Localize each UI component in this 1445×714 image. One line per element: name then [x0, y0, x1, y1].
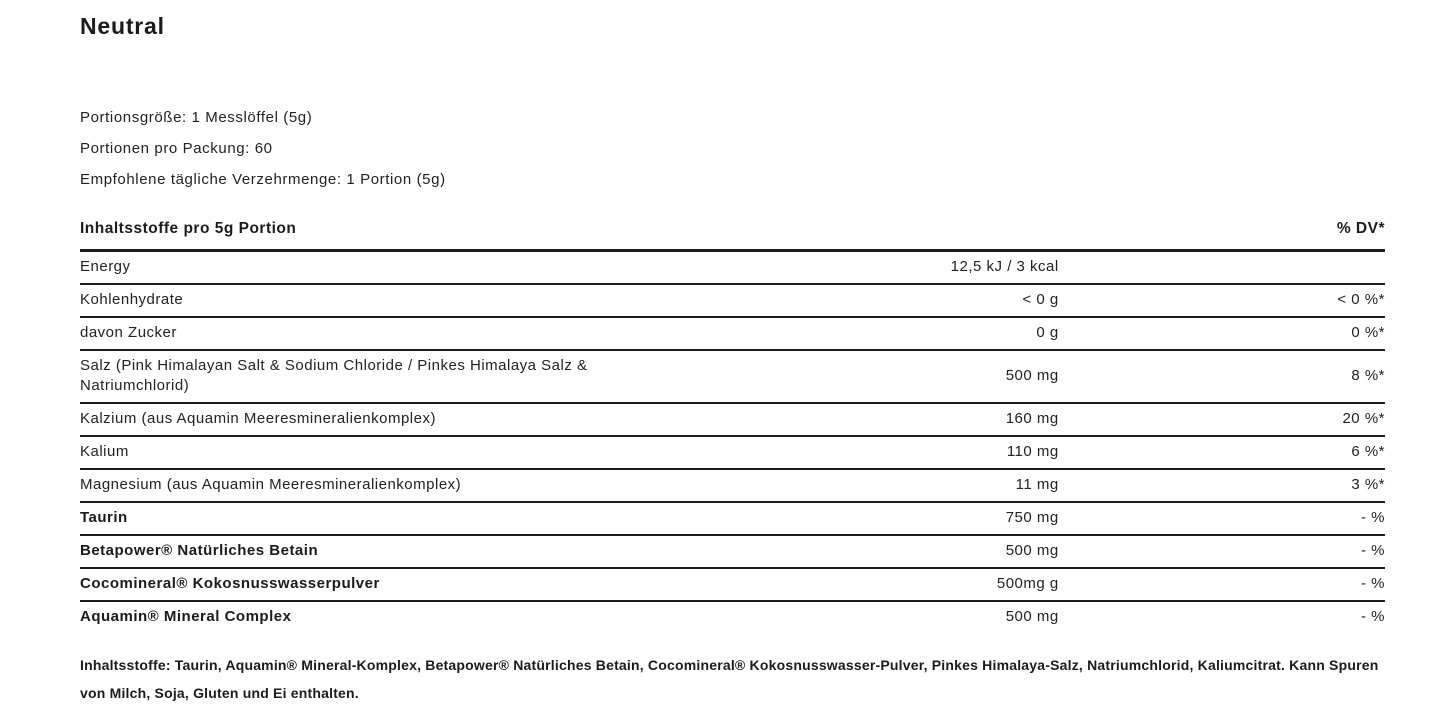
row-label: davon Zucker	[80, 324, 177, 341]
row-amount: 160 mg	[759, 403, 1059, 436]
table-header-ingredients: Inhaltsstoffe pro 5g Portion	[80, 219, 759, 251]
recommended-daily-line: Empfohlene tägliche Verzehrmenge: 1 Portion (5g)	[80, 171, 446, 188]
page-title: Neutral	[80, 13, 165, 39]
row-amount: < 0 g	[759, 284, 1059, 317]
servings-per-pack-line: Portionen pro Packung: 60	[80, 140, 273, 157]
table-header-row	[80, 219, 1385, 251]
row-label: Aquamin® Mineral Complex	[80, 608, 292, 625]
row-amount: 500 mg	[1005, 608, 1059, 625]
row-dv: 6 %*	[1059, 436, 1385, 469]
table-row	[80, 469, 1385, 502]
row-dv: - %	[1361, 608, 1385, 625]
row-amount: 500 mg	[759, 535, 1059, 568]
row-label: Kalzium (aus Aquamin Meeresmineralienkomplex)	[80, 410, 436, 427]
table-row	[80, 251, 1385, 285]
table-row	[80, 350, 1385, 403]
table-row	[80, 601, 1385, 633]
row-amount: 110 mg	[759, 436, 1059, 469]
table-row	[80, 535, 1385, 568]
row-dv: - %	[1059, 568, 1385, 601]
row-amount: 500mg g	[759, 568, 1059, 601]
row-amount: 11 mg	[759, 469, 1059, 502]
row-dv: 3 %*	[1059, 469, 1385, 502]
table-row	[80, 403, 1385, 436]
serving-size-line: Portionsgröße: 1 Messlöffel (5g)	[80, 109, 313, 126]
ingredients-footnote: Inhaltsstoffe: Taurin, Aquamin® Mineral-Komplex, Betapower® Natürliches Betain, Cocomineral® Kokosnusswasser-Pulver, Pinkes Himalaya-Salz, Natriumchlorid, Kaliumcitrat. Kann Spuren von Milch, Soja, Gluten und Ei enthalten.	[80, 657, 1379, 701]
row-label: Taurin	[80, 509, 128, 526]
table-row	[80, 568, 1385, 601]
row-dv: - %	[1059, 502, 1385, 535]
row-label: Salz (Pink Himalayan Salt & Sodium Chloride / Pinkes Himalaya Salz & Natriumchlorid)	[80, 357, 588, 394]
row-amount: 12,5 kJ / 3 kcal	[759, 251, 1059, 285]
row-amount: 500 mg	[759, 350, 1059, 403]
row-dv: 0 %*	[1059, 317, 1385, 350]
row-dv: 8 %*	[1059, 350, 1385, 403]
row-amount: 750 mg	[759, 502, 1059, 535]
table-row	[80, 436, 1385, 469]
row-label: Kohlenhydrate	[80, 291, 184, 308]
nutrition-table	[80, 219, 1385, 633]
serving-info	[80, 102, 1385, 195]
row-label: Kalium	[80, 443, 129, 460]
row-label: Energy	[80, 258, 131, 275]
table-row	[80, 502, 1385, 535]
nutrition-table-body	[80, 251, 1385, 634]
row-dv: 20 %*	[1059, 403, 1385, 436]
row-amount: 0 g	[759, 317, 1059, 350]
row-label: Magnesium (aus Aquamin Meeresmineralienkomplex)	[80, 476, 462, 493]
row-label: Cocomineral® Kokosnusswasserpulver	[80, 575, 380, 592]
row-dv: - %	[1059, 535, 1385, 568]
row-dv	[1059, 251, 1385, 285]
row-label: Betapower® Natürliches Betain	[80, 542, 319, 559]
table-row	[80, 284, 1385, 317]
table-header-amount-spacer	[759, 219, 1059, 251]
table-row	[80, 317, 1385, 350]
row-dv: < 0 %*	[1059, 284, 1385, 317]
table-header-dv: % DV*	[1059, 219, 1385, 251]
